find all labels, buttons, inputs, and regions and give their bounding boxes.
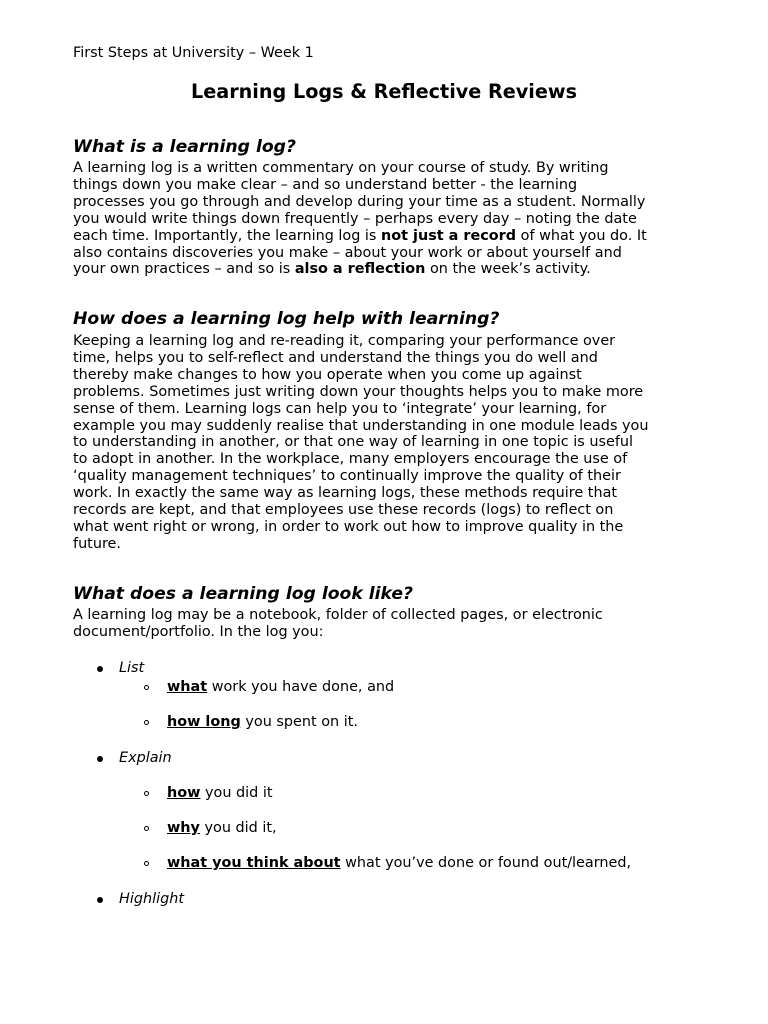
- paragraph-line: also contains discoveries you make – about your work or about yourself and: [73, 244, 622, 261]
- paragraph-line: to understanding in another, or that one way of learning in one topic is useful: [73, 434, 634, 451]
- underlined-keyword: how long: [167, 714, 241, 730]
- circle-bullet-icon: [144, 685, 149, 690]
- bold-phrase-also-a-reflection: also a reflection: [294, 261, 426, 278]
- section-heading-how-help: How does a learning log help with learning?: [73, 309, 500, 329]
- circle-bullet-icon: [144, 720, 149, 725]
- sub-item-how: [167, 784, 273, 802]
- bullet-icon: [97, 756, 103, 762]
- paragraph-line: work. In exactly the same way as learning logs, these methods require that: [73, 485, 618, 502]
- paragraph-line: problems. Sometimes just writing down your thoughts helps you to make more: [73, 383, 644, 400]
- text-run: work you have done, and: [207, 679, 395, 695]
- sub-item-why: [167, 819, 277, 837]
- text-run: what you’ve done or found out/learned,: [340, 855, 632, 871]
- paragraph-line: document/portfolio. In the log you:: [73, 623, 324, 640]
- sub-item-what-you-think: [167, 854, 631, 872]
- underlined-keyword: why: [167, 820, 200, 836]
- paragraph-line: things down you make clear – and so understand better - the learning: [73, 176, 578, 193]
- paragraph-line: Keeping a learning log and re-reading it, comparing your performance over: [73, 333, 616, 349]
- underlined-keyword: what: [167, 679, 208, 695]
- sub-item-what: [167, 678, 394, 696]
- circle-bullet-icon: [144, 791, 149, 796]
- paragraph-line: time, helps you to self-reflect and understand the things you do well and: [73, 349, 598, 366]
- paragraph-line: processes you go through and develop during your time as a student. Normally: [73, 193, 646, 210]
- paragraph-line: ‘quality management techniques’ to continually improve the quality of their: [73, 468, 621, 485]
- running-header: First Steps at University – Week 1: [73, 45, 314, 61]
- bullet-icon: [97, 897, 103, 903]
- paragraph-line: A learning log is a written commentary on your course of study. By writing: [73, 160, 609, 176]
- paragraph-line: sense of them. Learning logs can help you to ‘integrate’ your learning, for: [73, 400, 607, 417]
- list-item-list: List: [119, 660, 145, 676]
- bold-phrase-not-just-a-record: not just a record: [381, 227, 517, 244]
- paragraph-line: what went right or wrong, in order to work out how to improve quality in the: [73, 518, 624, 535]
- paragraph-what-is: [73, 160, 703, 278]
- section-heading-what-is: What is a learning log?: [73, 137, 296, 157]
- text-run: each time. Importantly, the learning log is: [73, 227, 382, 244]
- paragraph-how-help: [73, 333, 703, 553]
- section-heading-look-like: What does a learning log look like?: [73, 584, 413, 604]
- paragraph-line: example you may suddenly realise that understanding in one module leads you: [73, 417, 649, 434]
- circle-bullet-icon: [144, 861, 149, 866]
- paragraph-line: thereby make changes to how you operate when you come up against: [73, 366, 582, 383]
- circle-bullet-icon: [144, 826, 149, 831]
- paragraph-line: future.: [73, 535, 121, 552]
- text-run: on the week’s activity.: [425, 261, 591, 278]
- text-run: of what you do. It: [516, 227, 647, 244]
- paragraph-line: A learning log may be a notebook, folder of collected pages, or electronic: [73, 607, 603, 623]
- underlined-keyword: what you think about: [167, 855, 341, 871]
- list-item-highlight: Highlight: [119, 891, 184, 907]
- paragraph-line: records are kept, and that employees use these records (logs) to reflect on: [73, 502, 614, 519]
- text-run: you spent on it.: [240, 714, 358, 730]
- bullet-icon: [97, 666, 103, 672]
- paragraph-look-like: [73, 607, 703, 641]
- text-run: you did it: [200, 785, 273, 801]
- list-item-explain: Explain: [119, 750, 172, 766]
- underlined-keyword: how: [167, 785, 201, 801]
- paragraph-line: you would write things down frequently – perhaps every day – noting the date: [73, 210, 637, 227]
- text-run: you did it,: [199, 820, 277, 836]
- text-run: your own practices – and so is: [73, 261, 295, 278]
- sub-item-how-long: [167, 713, 358, 731]
- paragraph-line: to adopt in another. In the workplace, many employers encourage the use of: [73, 451, 628, 468]
- paragraph-line: [73, 261, 703, 278]
- document-title: Learning Logs & Reflective Reviews: [191, 80, 577, 103]
- paragraph-line: [73, 228, 703, 245]
